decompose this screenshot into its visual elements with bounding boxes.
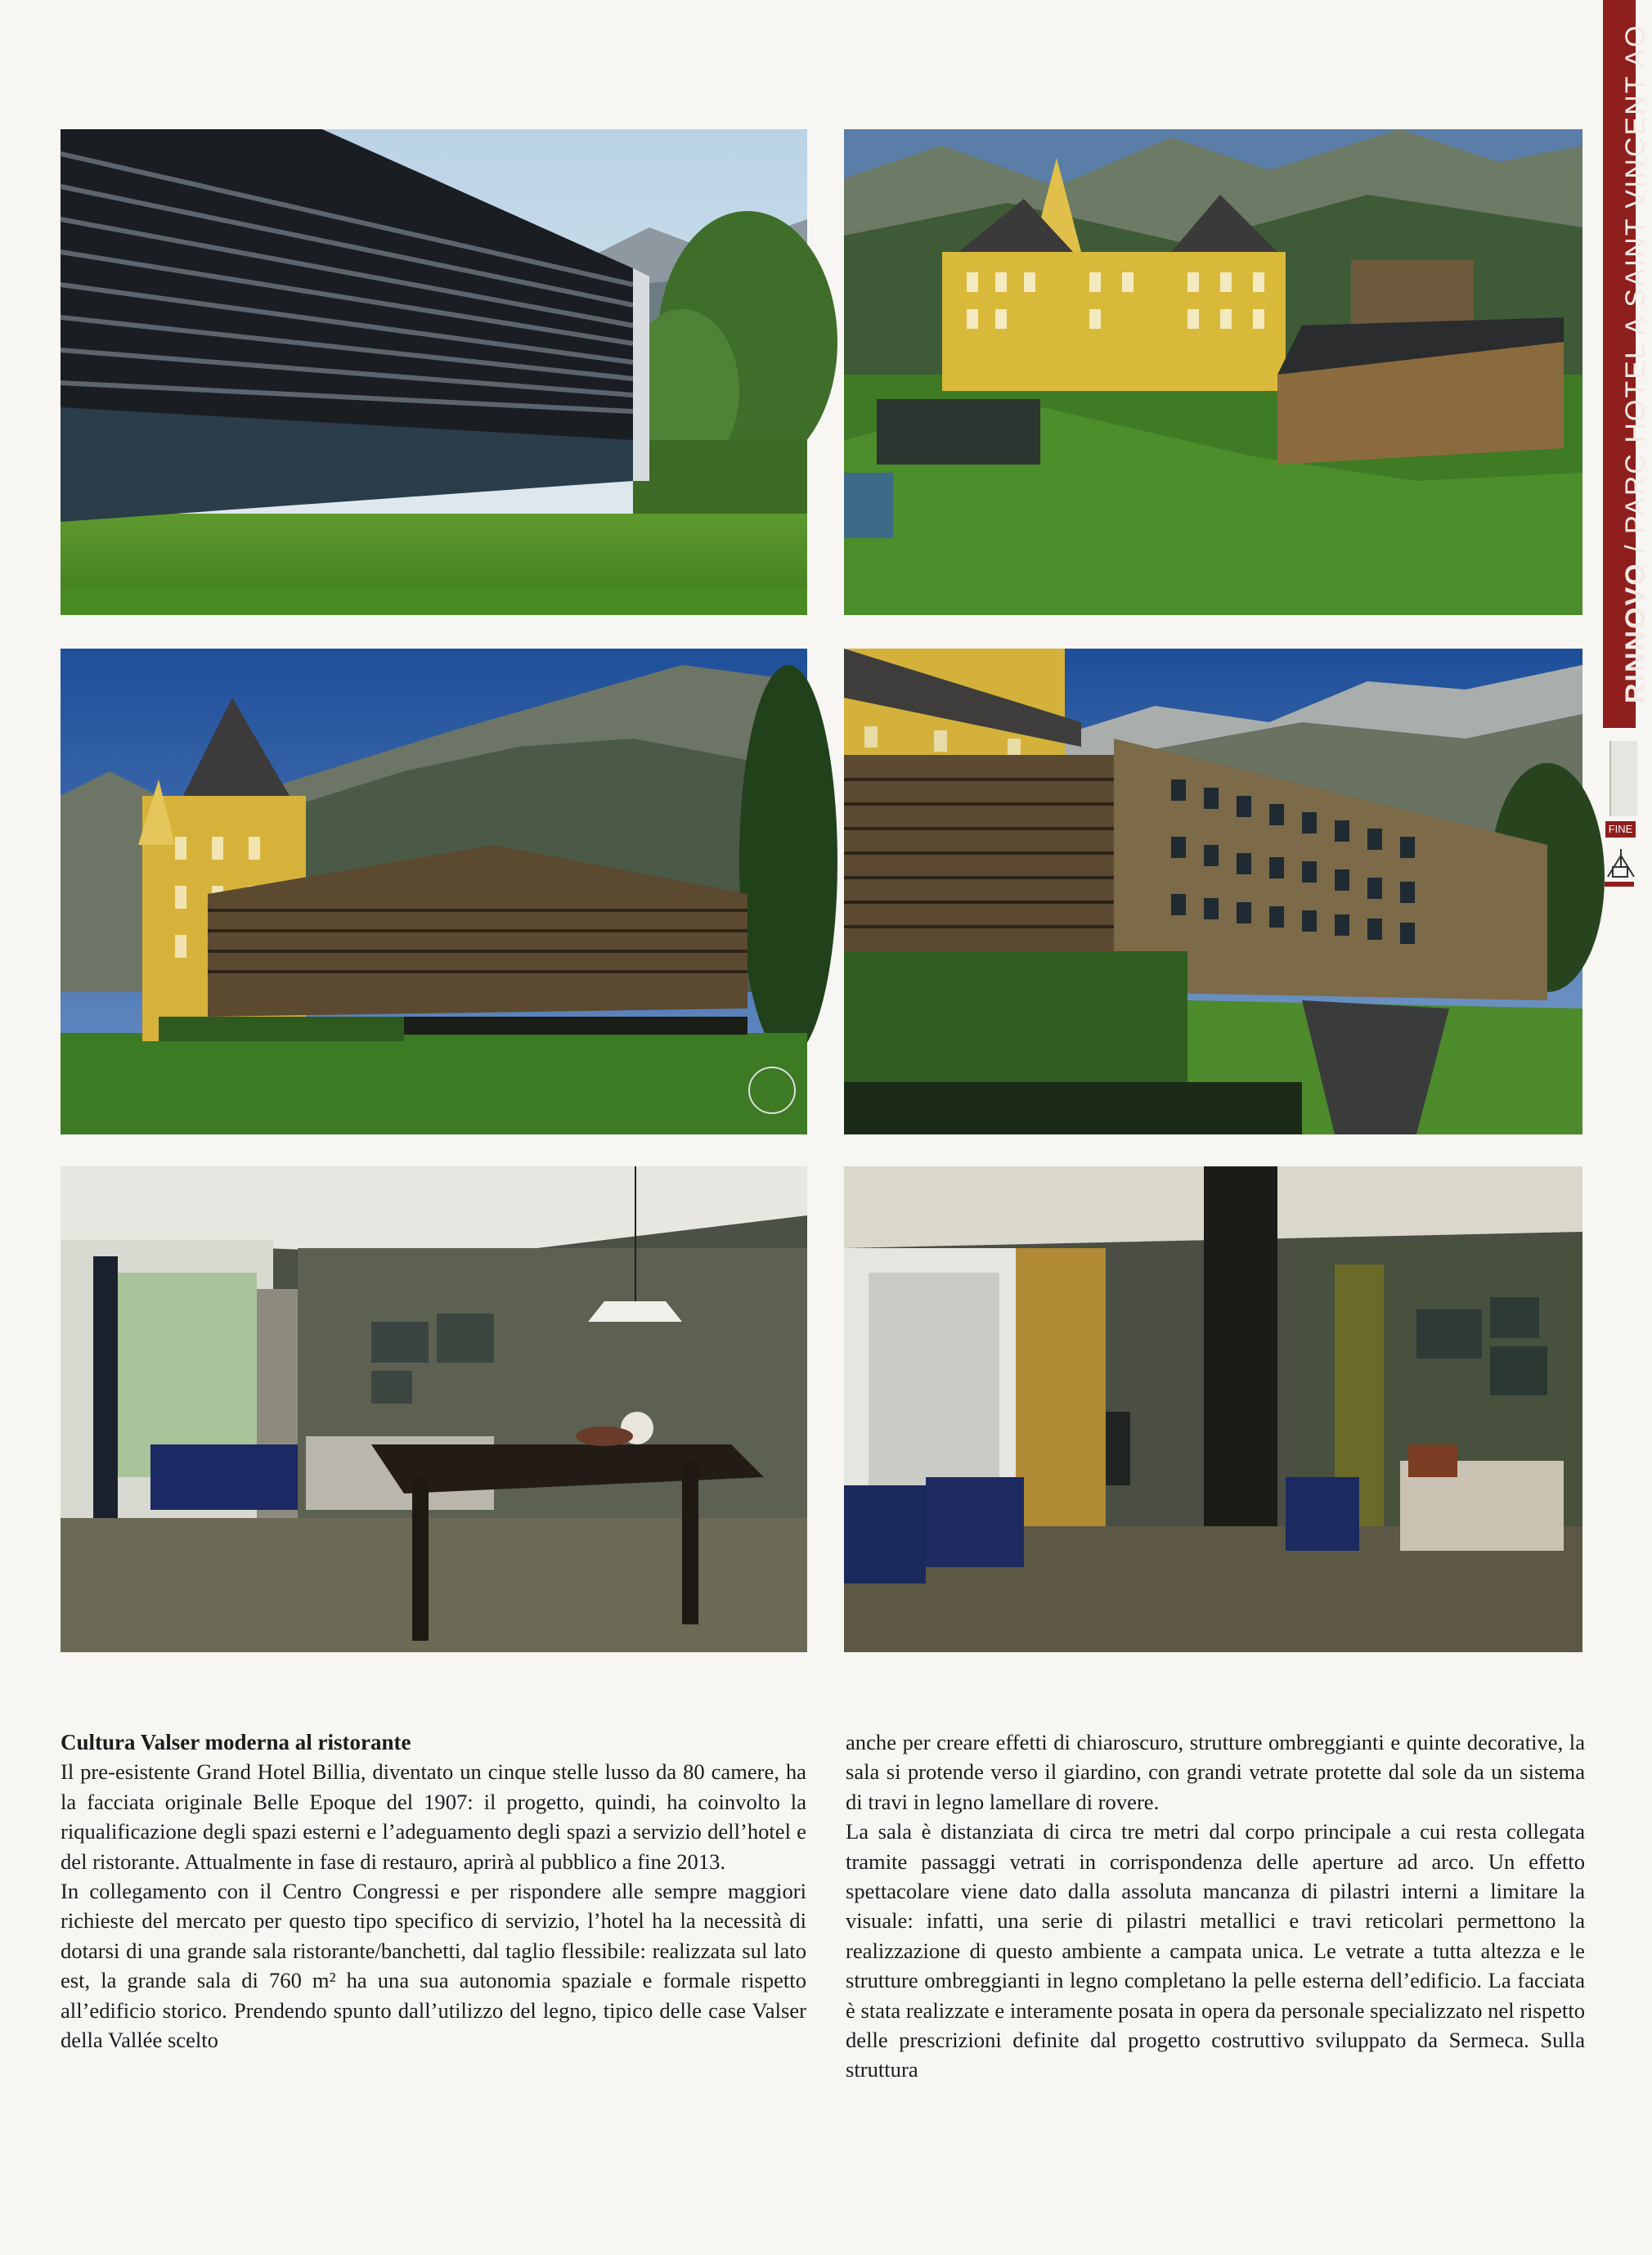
section-subject: PARC HOTEL A SAINT VINCENT AO — [1620, 24, 1651, 534]
section-side-title — [1619, 24, 1652, 703]
house-logo-icon — [1603, 842, 1636, 892]
side-tab-box — [1609, 741, 1637, 816]
article-paragraph: In collegamento con il Centro Congressi e per rispondere alle sempre maggiori richieste del mercato per questo tipo specifico di servizio, l’hotel ha la necessità di dotarsi di una grande sala ristorante/banchetti, dal taglio flessibile: realizzata sul lato est, la grande sala di 760 m² ha una sua autonomia spaziale e formale rispetto all’edificio storico. Prendendo spunto dall’utilizzo del legno, tipico delle case Valser della Vallée scelto — [61, 1879, 806, 2053]
section-separator: / — [1620, 543, 1651, 553]
section-side-tab — [1603, 0, 1651, 728]
article-heading: Cultura Valser moderna al ristorante — [61, 1730, 411, 1754]
photo-hotel-wing-render — [844, 649, 1582, 1134]
section-name: RINNOVO — [1620, 562, 1651, 703]
article-paragraph: anche per creare effetti di chiaroscuro, strutture ombreggianti e quinte decorative, la sala si protende verso il giardino, con grandi vetrate protette dal sole da un sistema di travi in legno lamellare di rovere. — [846, 1730, 1585, 1814]
article-paragraph: Il pre-esistente Grand Hotel Billia, diventato un cinque stelle lusso da 80 camere, ha la facciata originale Belle Epoque del 1907: il progetto, quindi, ha coinvolto la riqualificazione degli spazi esterni e l’adeguamento degli spazi a servizio dell’hotel e del ristorante. Attualmente in fase di restauro, aprirà al pubblico a fine 2013. — [61, 1759, 806, 1874]
article-column-left — [61, 1727, 806, 2055]
article-column-right — [846, 1727, 1585, 2085]
side-tab-label: FINE — [1605, 821, 1636, 838]
photo-suite-living-dining — [61, 1166, 807, 1652]
photo-suite-living-room — [844, 1166, 1582, 1652]
photo-hotel-aerial-render — [844, 129, 1582, 615]
photo-hotel-side-render — [61, 649, 807, 1134]
photo-modern-hall-facade — [61, 129, 807, 615]
article-paragraph: La sala è distanziata di circa tre metri dal corpo principale a cui resta collegata tramite passaggi vetrati in corrispondenza delle aperture ad arco. Un effetto spettacolare viene dato dalla assoluta mancanza di pilastri interni a limitare la visuale: infatti, una serie di pilastri metallici e travi reticolari permettono la realizzazione di questo ambiente a campata unica. Le vetrate a tutta altezza e le strutture ombreggianti in legno completano la pelle esterna dell’edificio. La facciata è stata realizzate e interamente posata in opera da personale specializzato nel rispetto delle prescrizioni definite dal progetto costruttivo sviluppato da Sermeca. Sulla struttura — [846, 1819, 1585, 2082]
